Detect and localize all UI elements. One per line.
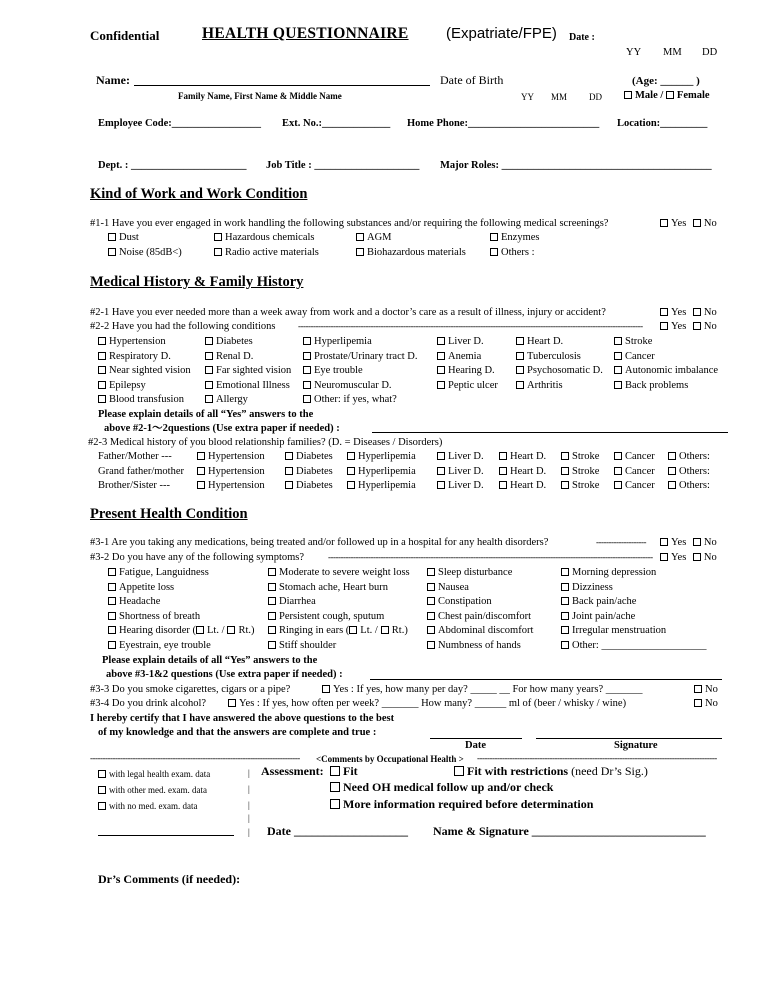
checkbox[interactable] [108,248,116,256]
symptom-item[interactable]: Other: ____________________ [561,640,706,652]
explain-3-line1: Please explain details of all “Yes” answers to the [102,655,318,666]
work-heading: Kind of Work and Work Condition [90,186,308,202]
checkbox[interactable] [427,568,435,576]
checkbox[interactable] [98,786,106,794]
checkbox[interactable] [98,802,106,810]
gender-row [624,90,710,102]
checkbox[interactable] [108,626,116,634]
checkbox[interactable] [108,641,116,649]
checkbox[interactable] [214,233,222,241]
certify-signature-field[interactable] [536,738,722,739]
family-item[interactable]: Heart D. [499,466,546,478]
checkbox[interactable] [561,568,569,576]
fit-option[interactable]: Fit [330,765,358,777]
checkbox[interactable] [437,452,445,460]
symptom-item[interactable]: Stiff shoulder [268,640,336,652]
symptom-item[interactable]: Joint pain/ache [561,611,635,623]
checkbox[interactable] [347,481,355,489]
checkbox[interactable] [197,467,205,475]
family-item[interactable]: Stroke [561,466,599,478]
occupational-date-field[interactable]: Date ___________________ [267,824,408,838]
checkbox[interactable] [490,248,498,256]
checkbox[interactable] [98,381,106,389]
checkbox[interactable] [427,641,435,649]
certify-date-label: Date [465,740,486,751]
male-label: Male / [635,90,664,101]
checkbox[interactable] [437,381,445,389]
need-oh-option[interactable]: Need OH medical follow up and/or check [330,781,553,793]
checkbox[interactable] [285,467,293,475]
q3-4-yes: Yes : If yes, how often per week? _______ How many? ______ ml of (beer / whisky / wine) [228,698,626,710]
condition-item[interactable]: Liver D. [437,336,484,348]
checkbox[interactable] [197,452,205,460]
checkbox[interactable] [516,337,524,345]
condition-item[interactable]: Eye trouble [303,365,363,377]
condition-item[interactable]: Heart D. [516,336,563,348]
yes-label: Yes [671,218,687,229]
q3-3: #3-3 Do you smoke cigarettes, cigars or a pipe? [90,684,291,695]
q1-1-answer [660,218,717,230]
checkbox[interactable] [614,366,622,374]
checkbox[interactable] [499,452,507,460]
checkbox[interactable] [98,395,106,403]
symptom-item[interactable]: Abdominal discomfort [427,625,533,637]
option-other-med[interactable]: with other med. exam. data [98,784,207,796]
work-item-dust[interactable]: Dust [108,232,139,244]
symptom-item[interactable]: Hearing disorder ( Lt. / Rt.) [108,625,255,637]
right-ear-checkbox[interactable] [381,626,389,634]
q3-2-answer: Yes No [660,552,717,564]
checkbox[interactable] [197,481,205,489]
condition-item[interactable]: Respiratory D. [98,351,171,363]
dob-yy: YY [521,92,534,102]
condition-item[interactable]: Renal D. [205,351,253,363]
certify-line1: I hereby certify that I have answered the above questions to the best [90,713,395,724]
checkbox[interactable] [108,597,116,605]
family-item[interactable]: Hyperlipemia [347,451,416,463]
family-item[interactable]: Stroke [561,480,599,492]
female-checkbox[interactable] [666,91,674,99]
male-checkbox[interactable] [624,91,632,99]
q3-1-yes-checkbox[interactable] [660,538,668,546]
symptom-item[interactable]: Sleep disturbance [427,567,512,579]
family-item[interactable]: Cancer [614,480,655,492]
q2-2-answer: Yes No [660,321,717,333]
major-roles-field[interactable]: Major Roles: ________________________________________ [440,160,712,171]
condition-item[interactable]: Blood transfusion [98,394,184,406]
female-label: Female [676,90,710,101]
condition-item[interactable]: Peptic ulcer [437,380,498,392]
checkbox[interactable] [437,481,445,489]
explain-2-line2: above #2-1～2questions (Use extra paper if needed) : [104,423,340,434]
condition-item[interactable]: Prostate/Urinary tract D. [303,351,418,363]
checkbox[interactable] [614,381,622,389]
dept-field[interactable]: Dept. : ______________________ [98,160,247,171]
family-item[interactable]: Diabetes [285,480,333,492]
checkbox[interactable] [561,626,569,634]
family-item[interactable]: Liver D. [437,466,484,478]
checkbox[interactable] [668,481,676,489]
explain-2-line1: Please explain details of all “Yes” answers to the [98,409,314,420]
checkbox[interactable] [268,641,276,649]
checkbox[interactable] [268,583,276,591]
symptom-item[interactable]: Chest pain/discomfort [427,611,531,623]
q3-3-yes: Yes : If yes, how many per day? _____ __ For how many years? _______ [322,684,643,696]
condition-item[interactable]: Emotional Illness [205,380,290,392]
checkbox[interactable] [268,597,276,605]
header-dd: DD [702,47,718,58]
q1-1-yes-checkbox[interactable] [660,219,668,227]
checkbox[interactable] [214,248,222,256]
home-phone-field[interactable]: Home Phone:_________________________ [407,118,600,129]
checkbox[interactable] [561,467,569,475]
q3-1: #3-1 Are you taking any medications, being treated and/or followed up in a hospital for any health disorders? [90,537,549,548]
left-ear-checkbox[interactable] [349,626,357,634]
family-item[interactable]: Heart D. [499,451,546,463]
checkbox[interactable] [205,395,213,403]
symptom-item[interactable]: Shortness of breath [108,611,200,623]
checkbox[interactable] [614,337,622,345]
family-row-label: Father/Mother --- [98,451,172,462]
work-item-biohazardous[interactable]: Biohazardous materials [356,247,466,259]
q3-3-no-checkbox[interactable] [694,685,702,693]
explain-3-field[interactable] [370,679,722,680]
occupational-banner: <Comments by Occupational Health > [316,754,464,764]
checkbox[interactable] [347,467,355,475]
dash-leader: ------------------------------------------------------------------------------------------------ [477,753,717,763]
q3-2-no-checkbox[interactable] [693,553,701,561]
q2-2: #2-2 Have you had the following conditions [90,321,276,332]
symptom-item[interactable]: Persistent cough, sputum [268,611,384,623]
checkbox[interactable] [205,337,213,345]
symptom-item[interactable]: Constipation [427,596,492,608]
checkbox[interactable] [516,352,524,360]
checkbox[interactable] [285,452,293,460]
family-item[interactable]: Hyperlipemia [347,466,416,478]
symptom-item[interactable]: Fatigue, Languidness [108,567,209,579]
checkbox[interactable] [437,352,445,360]
q2-2-no-checkbox[interactable] [693,322,701,330]
need-oh-checkbox[interactable] [330,782,340,792]
fit-checkbox[interactable] [330,766,340,776]
checkbox[interactable] [303,395,311,403]
checkbox[interactable] [668,467,676,475]
occupational-signature-field[interactable] [98,835,234,836]
condition-item[interactable]: Tuberculosis [516,351,581,363]
condition-item[interactable]: Far sighted vision [205,365,291,377]
condition-item[interactable]: Stroke [614,336,652,348]
family-item[interactable]: Hyperlipemia [347,480,416,492]
fit-restrictions-checkbox[interactable] [454,766,464,776]
checkbox[interactable] [98,770,106,778]
checkbox[interactable] [98,366,106,374]
checkbox[interactable] [347,452,355,460]
right-ear-checkbox[interactable] [227,626,235,634]
checkbox[interactable] [499,481,507,489]
work-item-agm[interactable]: AGM [356,232,392,244]
family-item[interactable]: Heart D. [499,480,546,492]
symptom-item[interactable]: Numbness of hands [427,640,521,652]
checkbox[interactable] [499,467,507,475]
checkbox[interactable] [303,366,311,374]
family-item[interactable]: Liver D. [437,480,484,492]
family-item[interactable]: Stroke [561,451,599,463]
family-item[interactable]: Hypertension [197,466,265,478]
checkbox[interactable] [303,381,311,389]
condition-item[interactable]: Other: if yes, what? [303,394,397,406]
work-item-enzymes[interactable]: Enzymes [490,232,540,244]
work-item-radio-active[interactable]: Radio active materials [214,247,319,259]
option-no-med[interactable]: with no med. exam. data [98,800,197,812]
family-row-label: Brother/Sister --- [98,480,171,491]
checkbox[interactable] [614,467,622,475]
condition-item[interactable]: Epilepsy [98,380,146,392]
q3-3-no: No [694,684,718,696]
checkbox[interactable] [561,641,569,649]
job-title-field[interactable]: Job Title : ____________________ [266,160,420,171]
family-row-label: Grand father/mother [98,466,185,477]
q3-1-answer: Yes No [660,537,717,549]
q2-3: #2-3 Medical history of you blood relationship families? (D. = Diseases / Disorders) [88,437,443,448]
condition-item[interactable]: Back problems [614,380,688,392]
checkbox[interactable] [285,481,293,489]
dash-leader: ---------------------------------------------------------------------------------------------------------------------------------- [328,552,653,562]
checkbox[interactable] [561,583,569,591]
checkbox[interactable] [561,612,569,620]
certify-signature-label: Signature [614,740,658,751]
condition-item[interactable]: Cancer [614,351,655,363]
q2-1: #2-1 Have you ever needed more than a week away from work and a doctor’s care as a result of illness, injury or accident? [90,307,606,318]
checkbox[interactable] [437,337,445,345]
q3-4-no-checkbox[interactable] [694,699,702,707]
more-info-option[interactable]: More information required before determination [330,798,593,810]
checkbox[interactable] [437,366,445,374]
medical-heading: Medical History & Family History [90,274,304,290]
condition-item[interactable]: Diabetes [205,336,253,348]
work-item-noise[interactable]: Noise (85dB<) [108,247,182,259]
assessment-label: Assessment: [261,764,324,778]
checkbox[interactable] [356,248,364,256]
vertical-divider: | [248,827,250,837]
condition-item[interactable]: Hearing D. [437,365,495,377]
header-yy: YY [626,47,642,58]
checkbox[interactable] [561,481,569,489]
vertical-divider: | [248,800,250,810]
dob-mm: MM [551,92,568,102]
symptom-item[interactable]: Morning depression [561,567,656,579]
checkbox[interactable] [108,568,116,576]
checkbox[interactable] [303,352,311,360]
checkbox[interactable] [614,481,622,489]
age-field[interactable]: (Age: ______ ) [632,75,700,87]
option-legal[interactable]: with legal health exam. data [98,768,210,780]
checkbox[interactable] [98,352,106,360]
condition-item[interactable]: Anemia [437,351,481,363]
form-title: HEALTH QUESTIONNAIRE [202,25,409,42]
present-heading: Present Health Condition [90,506,248,522]
checkbox[interactable] [303,337,311,345]
symptom-item[interactable]: Irregular menstruation [561,625,666,637]
checkbox[interactable] [108,233,116,241]
condition-item[interactable]: Near sighted vision [98,365,191,377]
work-item-others[interactable]: Others : [490,247,535,259]
family-item[interactable]: Diabetes [285,466,333,478]
checkbox[interactable] [516,381,524,389]
checkbox[interactable] [668,452,676,460]
q2-1-no-checkbox[interactable] [693,308,701,316]
dash-leader: ------------------------------------------------------------------------------------------------------------------------------------------ [298,321,643,331]
checkbox[interactable] [427,612,435,620]
family-item[interactable]: Others: [668,480,710,492]
checkbox[interactable] [427,583,435,591]
condition-item[interactable]: Psychosomatic D. [516,365,603,377]
checkbox[interactable] [516,366,524,374]
condition-item[interactable]: Hypertension [98,336,166,348]
family-item[interactable]: Hypertension [197,480,265,492]
no-label: No [703,218,717,229]
dob-dd: DD [589,92,602,102]
header-mm: MM [663,47,682,58]
checkbox[interactable] [205,381,213,389]
checkbox[interactable] [205,366,213,374]
checkbox[interactable] [561,597,569,605]
checkbox[interactable] [268,626,276,634]
q3-2-yes-checkbox[interactable] [660,553,668,561]
form-subtitle: (Expatriate/FPE) [446,25,557,42]
q3-4: #3-4 Do you drink alcohol? [90,698,207,709]
condition-item[interactable]: Hyperlipemia [303,336,372,348]
q3-1-no-checkbox[interactable] [693,538,701,546]
family-item[interactable]: Diabetes [285,451,333,463]
occupational-name-signature-field[interactable]: Name & Signature _____________________________ [433,824,706,838]
q2-1-answer: Yes No [660,307,717,319]
header-date-label: Date : [569,32,595,43]
checkbox[interactable] [427,597,435,605]
dob-label: Date of Birth [440,73,504,87]
checkbox[interactable] [205,352,213,360]
condition-item[interactable]: Autonomic imbalance [614,365,718,377]
checkbox[interactable] [614,352,622,360]
symptom-item[interactable]: Appetite loss [108,582,174,594]
symptom-item[interactable]: Stomach ache, Heart burn [268,582,388,594]
condition-item[interactable]: Allergy [205,394,248,406]
symptom-item[interactable]: Moderate to severe weight loss [268,567,410,579]
vertical-divider: | [248,784,250,794]
work-item-hazardous-chemicals[interactable]: Hazardous chemicals [214,232,315,244]
fit-restrictions-option[interactable]: Fit with restrictions (need Dr’s Sig.) [454,765,648,777]
q3-2: #3-2 Do you have any of the following symptoms? [90,552,305,563]
q2-1-yes-checkbox[interactable] [660,308,668,316]
checkbox[interactable] [268,612,276,620]
checkbox[interactable] [490,233,498,241]
explain-3-line2: above #3-1&2 questions (Use extra paper if needed) : [106,669,343,680]
q3-3-yes-checkbox[interactable] [322,685,330,693]
ext-no-field[interactable]: Ext. No.:_____________ [282,118,391,129]
symptom-item[interactable]: Back pain/ache [561,596,636,608]
name-hint: Family Name, First Name & Middle Name [178,91,342,101]
family-item[interactable]: Others: [668,466,710,478]
explain-2-field[interactable] [372,432,728,433]
vertical-divider: | [248,768,250,778]
checkbox[interactable] [614,452,622,460]
family-item[interactable]: Cancer [614,466,655,478]
q3-4-yes-checkbox[interactable] [228,699,236,707]
symptom-item[interactable]: Dizziness [561,582,613,594]
dash-leader: ------------------------------------------------------------------------------------ [90,753,300,763]
q2-2-yes-checkbox[interactable] [660,322,668,330]
q1-1-no-checkbox[interactable] [693,219,701,227]
symptom-item[interactable]: Headache [108,596,160,608]
checkbox[interactable] [561,452,569,460]
condition-item[interactable]: Neuromuscular D. [303,380,392,392]
vertical-divider: | [248,813,250,823]
name-field[interactable] [134,85,430,86]
q3-4-no: No [694,698,718,710]
name-label: Name: [96,73,130,87]
checkbox[interactable] [108,583,116,591]
location-field[interactable]: Location:_________ [617,118,708,129]
condition-item[interactable]: Arthritis [516,380,563,392]
checkbox[interactable] [268,568,276,576]
q1-1: #1-1 Have you ever engaged in work handling the following substances and/or requiring the following medical screenings? [90,218,609,229]
symptom-item[interactable]: Eyestrain, eye trouble [108,640,211,652]
family-item[interactable]: Cancer [614,451,655,463]
confidential-label: Confidential [90,28,160,43]
checkbox[interactable] [356,233,364,241]
checkbox[interactable] [108,612,116,620]
checkbox[interactable] [427,626,435,634]
checkbox[interactable] [437,467,445,475]
symptom-item[interactable]: Diarrhea [268,596,316,608]
dash-leader: -------------------- [596,537,646,547]
family-item[interactable]: Liver D. [437,451,484,463]
family-item[interactable]: Hypertension [197,451,265,463]
family-item[interactable]: Others: [668,451,710,463]
dr-comments-label: Dr’s Comments (if needed): [98,872,241,886]
certify-line2: of my knowledge and that the answers are complete and true : [98,727,377,738]
symptom-item[interactable]: Ringing in ears ( Lt. / Rt.) [268,625,408,637]
certify-date-field[interactable] [430,738,522,739]
employee-code-field[interactable]: Employee Code:_________________ [98,118,262,129]
left-ear-checkbox[interactable] [196,626,204,634]
symptom-item[interactable]: Nausea [427,582,469,594]
checkbox[interactable] [98,337,106,345]
more-info-checkbox[interactable] [330,799,340,809]
